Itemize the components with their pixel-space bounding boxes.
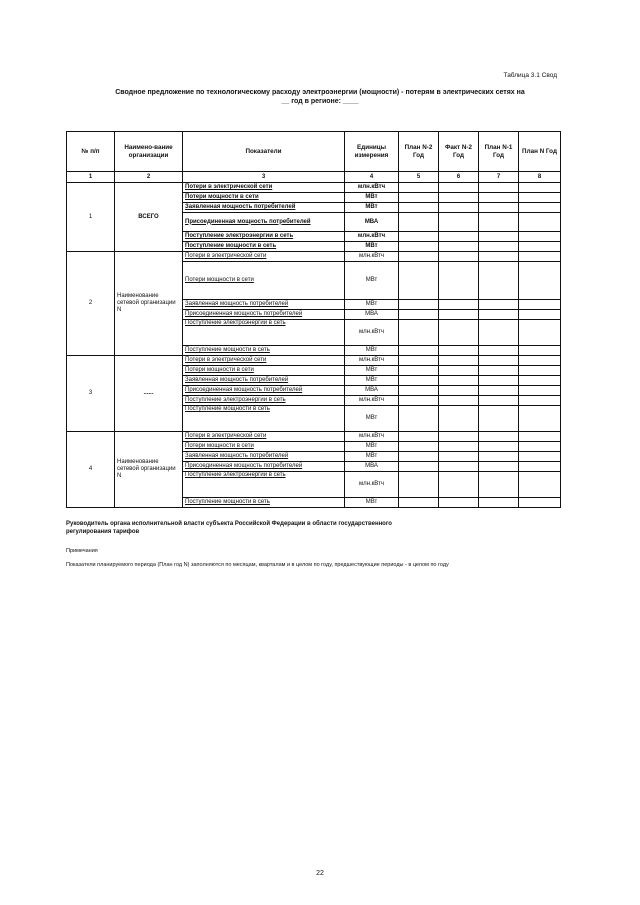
value-cell: [439, 462, 479, 472]
row-number: 1: [67, 183, 115, 252]
value-cell: [519, 183, 561, 193]
value-cell: [439, 213, 479, 232]
notes-text: Показатели планируемого периода (План год N) заполняются по месяцам, кварталам и в целом по году, предшествующие периоды - в целом по году: [66, 562, 449, 568]
value-cell: [479, 213, 519, 232]
column-number: 3: [183, 172, 345, 183]
indicator-cell: Присоединенная мощность потребителей: [183, 462, 345, 472]
column-number: 4: [345, 172, 399, 183]
indicator-cell: Потери в электрической сети: [183, 183, 345, 193]
indicator-cell: Потери в электрической сети: [183, 356, 345, 366]
indicator-cell: Потери мощности в сети: [183, 442, 345, 452]
unit-cell: млн.кВтч: [345, 472, 399, 498]
header-fact-n2: Факт N-2 Год: [439, 132, 479, 172]
value-cell: [519, 300, 561, 310]
value-cell: [399, 432, 439, 442]
value-cell: [479, 262, 519, 300]
column-number: 6: [439, 172, 479, 183]
value-cell: [519, 452, 561, 462]
value-cell: [399, 396, 439, 406]
value-cell: [399, 376, 439, 386]
header-plan-n2: План N-2 Год: [399, 132, 439, 172]
value-cell: [439, 346, 479, 356]
value-cell: [399, 183, 439, 193]
value-cell: [479, 376, 519, 386]
unit-cell: млн.кВтч: [345, 252, 399, 262]
value-cell: [439, 232, 479, 242]
column-number-row: [67, 172, 561, 183]
indicator-cell: Потери в электрической сети: [183, 252, 345, 262]
unit-cell: млн.кВтч: [345, 356, 399, 366]
value-cell: [399, 193, 439, 203]
table-label: Таблица 3.1 Свод: [503, 72, 557, 79]
value-cell: [439, 356, 479, 366]
value-cell: [399, 406, 439, 432]
unit-cell: млн.кВтч: [345, 183, 399, 193]
indicator-cell: Поступление электроэнергии в сеть: [183, 472, 345, 498]
unit-cell: МВт: [345, 442, 399, 452]
unit-cell: МВт: [345, 203, 399, 213]
value-cell: [439, 193, 479, 203]
unit-cell: МВт: [345, 452, 399, 462]
value-cell: [399, 442, 439, 452]
value-cell: [399, 252, 439, 262]
indicator-cell: Поступление электроэнергии в сеть: [183, 232, 345, 242]
table-row: [67, 252, 561, 262]
header-unit: Единицы измерения: [345, 132, 399, 172]
signature-block: Руководитель органа исполнительной власти субъекта Российской Федерации в области государственного регулирования тарифов: [66, 521, 392, 535]
unit-cell: МВт: [345, 193, 399, 203]
value-cell: [399, 356, 439, 366]
header-plan-n: План N Год: [519, 132, 561, 172]
column-number: 5: [399, 172, 439, 183]
value-cell: [479, 406, 519, 432]
header-row: [67, 132, 561, 172]
value-cell: [519, 386, 561, 396]
indicator-cell: Заявленная мощность потребителей: [183, 452, 345, 462]
header-plan-n1: План N-1 Год: [479, 132, 519, 172]
unit-cell: млн.кВтч: [345, 432, 399, 442]
value-cell: [399, 386, 439, 396]
indicator-cell: Поступление электроэнергии в сеть: [183, 320, 345, 346]
value-cell: [479, 442, 519, 452]
value-cell: [479, 300, 519, 310]
indicator-cell: Присоединенная мощность потребителей: [183, 213, 345, 232]
value-cell: [479, 472, 519, 498]
value-cell: [479, 462, 519, 472]
title-line-2: __ год в регионе: ____: [281, 98, 359, 105]
unit-cell: МВА: [345, 213, 399, 232]
indicator-cell: Заявленная мощность потребителей: [183, 203, 345, 213]
value-cell: [519, 472, 561, 498]
unit-cell: МВА: [345, 462, 399, 472]
value-cell: [479, 432, 519, 442]
value-cell: [439, 386, 479, 396]
value-cell: [519, 396, 561, 406]
value-cell: [439, 472, 479, 498]
indicator-cell: Поступление мощности в сеть: [183, 406, 345, 432]
value-cell: [479, 386, 519, 396]
value-cell: [519, 203, 561, 213]
value-cell: [479, 320, 519, 346]
value-cell: [479, 183, 519, 193]
unit-cell: МВт: [345, 300, 399, 310]
unit-cell: МВт: [345, 366, 399, 376]
value-cell: [479, 310, 519, 320]
header-indicator: Показатели: [183, 132, 345, 172]
title-line-1: Сводное предложение по технологическому расходу электроэнергии (мощности) - потерям в электрических сетях на: [115, 89, 525, 96]
value-cell: [479, 242, 519, 252]
document-title: [70, 88, 570, 106]
value-cell: [519, 462, 561, 472]
value-cell: [439, 406, 479, 432]
value-cell: [519, 442, 561, 452]
value-cell: [479, 498, 519, 508]
value-cell: [479, 252, 519, 262]
organization-name: ВСЕГО: [115, 183, 183, 252]
indicator-cell: Поступление мощности в сеть: [183, 242, 345, 252]
unit-cell: млн.кВтч: [345, 396, 399, 406]
row-number: 3: [67, 356, 115, 432]
value-cell: [439, 320, 479, 346]
indicator-cell: Поступление мощности в сеть: [183, 346, 345, 356]
value-cell: [519, 406, 561, 432]
value-cell: [479, 452, 519, 462]
value-cell: [519, 262, 561, 300]
value-cell: [439, 300, 479, 310]
table-row: [67, 183, 561, 193]
value-cell: [519, 376, 561, 386]
unit-cell: МВА: [345, 386, 399, 396]
value-cell: [519, 232, 561, 242]
value-cell: [479, 203, 519, 213]
indicator-cell: Потери мощности в сети: [183, 193, 345, 203]
value-cell: [439, 498, 479, 508]
column-number: 2: [115, 172, 183, 183]
value-cell: [519, 213, 561, 232]
value-cell: [519, 432, 561, 442]
value-cell: [399, 203, 439, 213]
table-row: [67, 432, 561, 442]
losses-table: [66, 131, 561, 508]
value-cell: [439, 366, 479, 376]
table-body: [67, 172, 561, 508]
value-cell: [399, 213, 439, 232]
unit-cell: МВт: [345, 262, 399, 300]
value-cell: [519, 366, 561, 376]
value-cell: [479, 396, 519, 406]
value-cell: [479, 366, 519, 376]
value-cell: [439, 376, 479, 386]
notes-label: Примечания: [66, 548, 98, 554]
organization-name: ......: [115, 356, 183, 432]
unit-cell: МВт: [345, 406, 399, 432]
row-number: 2: [67, 252, 115, 356]
value-cell: [399, 310, 439, 320]
header-org: Наимено-вание организации: [115, 132, 183, 172]
unit-cell: МВт: [345, 242, 399, 252]
value-cell: [399, 472, 439, 498]
indicator-cell: Заявленная мощность потребителей: [183, 376, 345, 386]
indicator-cell: Потери мощности в сети: [183, 262, 345, 300]
value-cell: [519, 310, 561, 320]
row-number: 4: [67, 432, 115, 508]
value-cell: [439, 183, 479, 193]
column-number: 1: [67, 172, 115, 183]
unit-cell: млн.кВтч: [345, 232, 399, 242]
value-cell: [399, 320, 439, 346]
unit-cell: МВт: [345, 498, 399, 508]
organization-name: Наименование сетевой организации N: [115, 432, 183, 508]
value-cell: [439, 432, 479, 442]
value-cell: [399, 262, 439, 300]
value-cell: [439, 452, 479, 462]
unit-cell: МВА: [345, 310, 399, 320]
value-cell: [399, 366, 439, 376]
value-cell: [439, 203, 479, 213]
value-cell: [479, 346, 519, 356]
indicator-cell: Поступление мощности в сеть: [183, 498, 345, 508]
indicator-cell: Поступление электроэнергии в сеть: [183, 396, 345, 406]
value-cell: [479, 356, 519, 366]
value-cell: [399, 498, 439, 508]
value-cell: [439, 242, 479, 252]
page-number: 22: [316, 870, 324, 877]
value-cell: [399, 232, 439, 242]
value-cell: [519, 242, 561, 252]
value-cell: [479, 232, 519, 242]
value-cell: [399, 462, 439, 472]
value-cell: [479, 193, 519, 203]
value-cell: [399, 300, 439, 310]
value-cell: [519, 193, 561, 203]
column-number: 8: [519, 172, 561, 183]
indicator-cell: Присоединенная мощность потребителей: [183, 386, 345, 396]
value-cell: [519, 498, 561, 508]
value-cell: [399, 452, 439, 462]
organization-name: Наименование сетевой организации N: [115, 252, 183, 356]
indicator-cell: Присоединенная мощность потребителей: [183, 310, 345, 320]
value-cell: [439, 442, 479, 452]
value-cell: [439, 262, 479, 300]
value-cell: [519, 346, 561, 356]
value-cell: [439, 310, 479, 320]
value-cell: [399, 346, 439, 356]
value-cell: [399, 242, 439, 252]
indicator-cell: Потери мощности в сети: [183, 366, 345, 376]
indicator-cell: Потери в электрической сети: [183, 432, 345, 442]
value-cell: [439, 252, 479, 262]
value-cell: [519, 252, 561, 262]
header-num: № п/п: [67, 132, 115, 172]
value-cell: [439, 396, 479, 406]
column-number: 7: [479, 172, 519, 183]
unit-cell: млн.кВтч: [345, 320, 399, 346]
unit-cell: МВт: [345, 346, 399, 356]
value-cell: [519, 320, 561, 346]
unit-cell: МВт: [345, 376, 399, 386]
value-cell: [519, 356, 561, 366]
table-row: [67, 356, 561, 366]
indicator-cell: Заявленная мощность потребителей: [183, 300, 345, 310]
